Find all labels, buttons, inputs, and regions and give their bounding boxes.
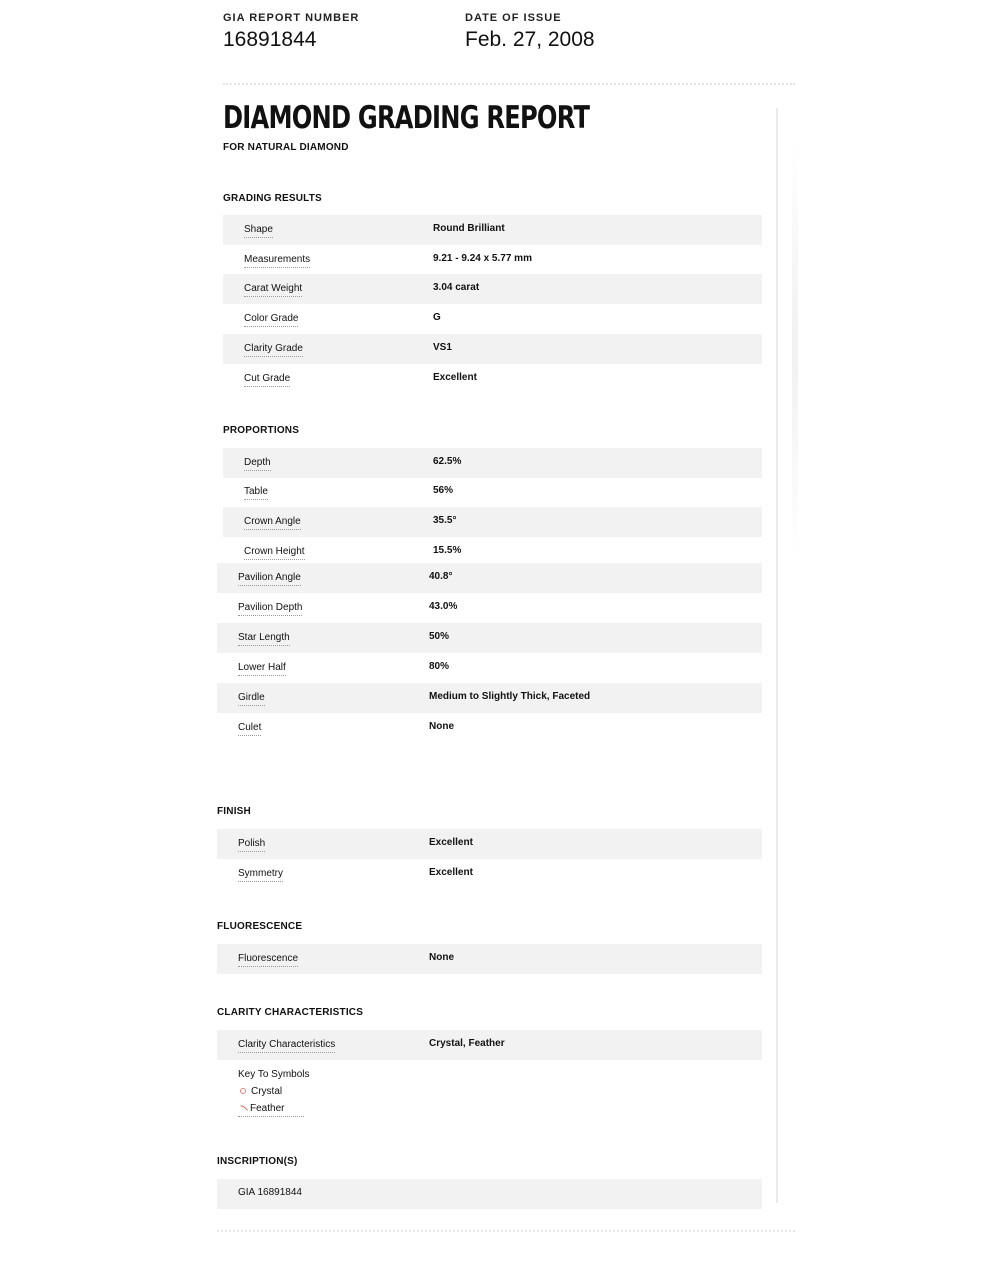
row-value: 3.04 carat <box>433 282 480 293</box>
section-heading-clarity-characteristics: CLARITY CHARACTERISTICS <box>217 1007 364 1018</box>
row-value: Excellent <box>429 867 473 878</box>
row-label: Cut Grade <box>244 373 290 387</box>
row-value: Excellent <box>429 837 473 848</box>
row-value: 9.21 - 9.24 x 5.77 mm <box>433 253 532 264</box>
row-value: Excellent <box>433 372 477 383</box>
row-label: Clarity Characteristics <box>238 1039 335 1053</box>
row-value: None <box>429 721 454 732</box>
panel-divider <box>776 108 778 1203</box>
report-number: 16891844 <box>223 28 317 51</box>
date-of-issue: Feb. 27, 2008 <box>465 28 595 51</box>
inscription-value: GIA 16891844 <box>238 1187 302 1198</box>
row-value: 56% <box>433 485 454 496</box>
fluorescence-row <box>217 944 762 974</box>
proportion-row-pavilion-depth <box>217 593 762 623</box>
row-value: 35.5° <box>433 515 457 526</box>
section-heading-proportions: PROPORTIONS <box>223 425 300 436</box>
row-label: Pavilion Depth <box>238 602 302 616</box>
key-item-label: Crystal <box>251 1086 283 1097</box>
finish-row-polish <box>217 829 762 859</box>
key-item-crystal <box>240 1086 282 1097</box>
row-label: Color Grade <box>244 313 298 327</box>
report-title: DIAMOND GRADING REPORT <box>223 100 590 136</box>
proportion-row-pavilion-angle <box>217 563 762 593</box>
section-heading-grading-results: GRADING RESULTS <box>223 193 322 204</box>
footer-divider <box>217 1230 795 1232</box>
date-of-issue-block <box>465 12 595 52</box>
row-label: Crown Angle <box>244 516 301 530</box>
report-number-label: GIA REPORT NUMBER <box>223 12 360 24</box>
proportion-row-crown-angle <box>223 507 762 537</box>
row-label: Crown Height <box>244 546 305 560</box>
grading-row-measurements <box>223 245 762 275</box>
row-label: Shape <box>244 224 273 238</box>
proportion-row-girdle <box>217 683 762 713</box>
right-panel-edge <box>792 140 798 560</box>
finish-row-symmetry <box>217 859 762 889</box>
grading-row-color-grade <box>223 304 762 334</box>
key-divider <box>238 1116 304 1117</box>
proportion-row-table <box>223 477 762 507</box>
key-item-feather <box>240 1103 284 1114</box>
row-value: Crystal, Feather <box>429 1038 505 1049</box>
proportion-row-culet <box>217 713 762 743</box>
proportion-row-depth <box>223 448 762 478</box>
row-value: 50% <box>429 631 450 642</box>
row-label: Clarity Grade <box>244 343 303 357</box>
section-heading-inscriptions: INSCRIPTION(S) <box>217 1156 298 1167</box>
feather-symbol-icon <box>240 1105 248 1111</box>
crystal-symbol-icon <box>240 1088 246 1094</box>
key-to-symbols-title: Key To Symbols <box>238 1069 310 1080</box>
section-heading-finish: FINISH <box>217 806 251 817</box>
proportion-row-lower-half <box>217 653 762 683</box>
row-value: VS1 <box>433 342 452 353</box>
row-value: Medium to Slightly Thick, Faceted <box>429 691 591 702</box>
row-value: 15.5% <box>433 545 462 556</box>
row-label: Fluorescence <box>238 953 298 967</box>
report-subtitle: FOR NATURAL DIAMOND <box>223 142 349 153</box>
grading-row-clarity-grade <box>223 334 762 364</box>
row-value: None <box>429 952 454 963</box>
row-value: G <box>433 312 441 323</box>
date-of-issue-label: DATE OF ISSUE <box>465 12 562 24</box>
grading-row-cut-grade <box>223 364 762 394</box>
clarity-characteristics-row <box>217 1030 762 1060</box>
row-label: Pavilion Angle <box>238 572 301 586</box>
row-label: Girdle <box>238 692 265 706</box>
row-label: Carat Weight <box>244 283 302 297</box>
row-label: Symmetry <box>238 868 283 882</box>
proportion-row-star-length <box>217 623 762 653</box>
row-value: 62.5% <box>433 456 462 467</box>
row-value: 40.8° <box>429 571 453 582</box>
section-heading-fluorescence: FLUORESCENCE <box>217 921 303 932</box>
row-label: Table <box>244 486 268 500</box>
key-item-label: Feather <box>250 1103 285 1114</box>
grading-row-shape <box>223 215 762 245</box>
header-divider <box>223 83 795 85</box>
grading-row-carat-weight <box>223 274 762 304</box>
row-value: 80% <box>429 661 450 672</box>
row-label: Measurements <box>244 254 310 268</box>
row-label: Depth <box>244 457 271 471</box>
row-value: 43.0% <box>429 601 458 612</box>
report-number-block <box>223 12 359 52</box>
row-value: Round Brilliant <box>433 223 505 234</box>
row-label: Star Length <box>238 632 290 646</box>
row-label: Culet <box>238 722 261 736</box>
row-label: Polish <box>238 838 265 852</box>
row-label: Lower Half <box>238 662 286 676</box>
inscription-row <box>217 1179 762 1209</box>
